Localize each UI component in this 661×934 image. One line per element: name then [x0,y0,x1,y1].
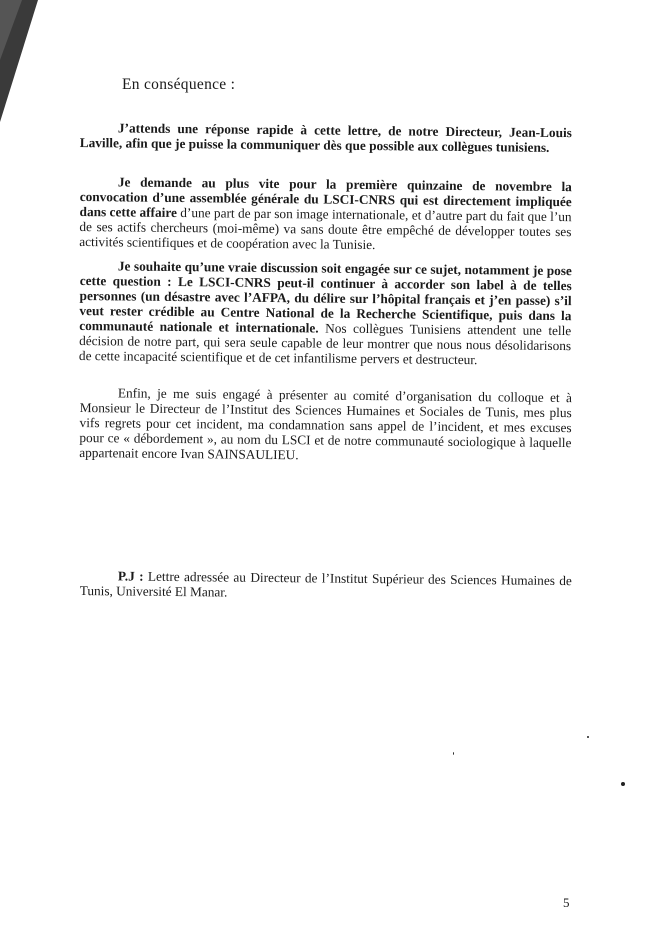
paragraph-4 [79,385,572,465]
page-number: 5 [563,895,570,910]
scan-speck [621,782,625,786]
section-heading: En conséquence : [122,76,236,93]
scan-corner-mark [0,0,38,122]
attachment-text: Lettre adressée au Directeur de l’Institut Supérieur des Sciences Humaines de Tunis, Université El Manar. [79,568,572,600]
paragraph-2-bold: Je demande au plus vite pour la première quinzaine de novembre la convocation d’une assemblée générale du LSCI-CNRS qui est directement impliquée dans cette affaire [79,174,572,221]
scan-speck [587,736,589,738]
paragraph-3-bold: Je souhaite qu’une vraie discussion soit engagée sur ce sujet, notamment je pose cette question : Le LSCI-CNRS peut-il continuer à accorder son label à de telles personnes (un désastre avec l’AFPA, du délire sur l’hôpital français et j’en passe) s’il veut rester crédible au Centre National de la Recherche Scientifique, puis dans la communauté nationale et internationale. [79,258,572,336]
paragraph-4-text: Enfin, je me suis engagé à présenter au comité d’organisation du colloque et à Monsieur le Directeur de l’Institut des Sciences Humaines et Sociales de Tunis, mes plus vifs regrets pour cet incident, ma condamnation sans appel de l’incident, et mes excuses pour ce « débordement », au nom du LSCI et de notre communauté sociologique à laquelle appartenait encore Ivan SAINSAULIEU. [79,385,572,463]
paragraph-1-bold: J’attends une réponse rapide à cette lettre, de notre Directeur, Jean-Louis Laville, afin que je puisse la communiquer dès que possible aux collègues tunisiens. [79,120,572,155]
paragraph-3-text: Nos collègues Tunisiens attendent une telle décision de notre part, qui sera seule capable de leur montrer que nous nous désolidarisons de cette incapacité scientifique et de cet infantilisme pervers et destructeur. [78,320,572,368]
attachment-note [80,568,572,603]
paragraph-1 [80,120,572,155]
paragraph-3 [79,258,572,368]
attachment-label: P.J : [117,568,144,584]
paragraph-2-text: d’une part de par son image internationale, et d’autre part du fait que l’un de ses actifs chercheurs (moi-même) va sans doute être empêché de développer toutes ses activités scientifiques et de coopération avec la Tunisie. [79,205,572,253]
scan-speck [453,752,454,755]
paragraph-2 [79,174,572,254]
